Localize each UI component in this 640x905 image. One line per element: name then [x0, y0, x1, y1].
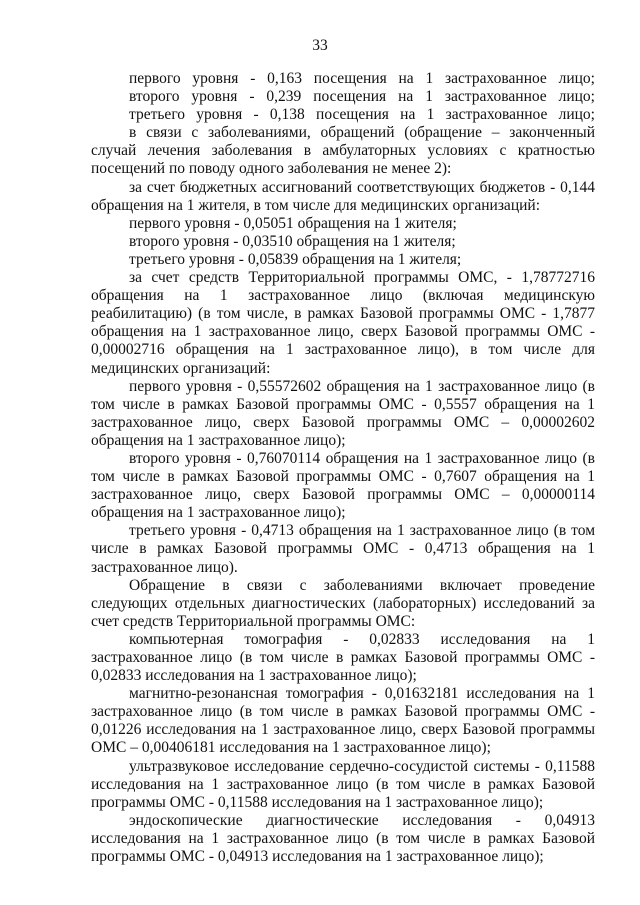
paragraph: компьютерная томография - 0,02833 исследования на 1 застрахованное лицо (в том числе в рамках Базовой программы ОМС - 0,02833 исследования на 1 застрахованное лицо);	[91, 630, 595, 685]
paragraph: третьего уровня - 0,138 посещения на 1 застрахованное лицо;	[129, 106, 595, 124]
paragraph: третьего уровня - 0,4713 обращения на 1 застрахованное лицо (в том числе в рамках Базовой программы ОМС - 0,4713 обращения на 1 застрахованное лицо).	[91, 522, 595, 576]
document-body	[91, 70, 595, 866]
paragraph: первого уровня - 0,05051 обращения на 1 жителя;	[129, 214, 457, 232]
paragraph: за счет бюджетных ассигнований соответствующих бюджетов - 0,144 обращения на 1 жителя, в том числе для медицинских организаций:	[91, 178, 595, 214]
paragraph: первого уровня - 0,55572602 обращения на 1 застрахованное лицо (в том числе в рамках Базовой программы ОМС - 0,5557 обращения на 1 застрахованное лицо, сверх Базовой программы ОМС – 0,00002602 обращения на 1 застрахованное лицо);	[91, 377, 595, 449]
paragraph: второго уровня - 0,03510 обращения на 1 жителя;	[129, 232, 456, 250]
paragraph: третьего уровня - 0,05839 обращения на 1 жителя;	[129, 250, 462, 268]
paragraph: за счет средств Территориальной программы ОМС, - 1,78772716 обращения на 1 застрахованное лицо (включая медицинскую реабилитацию) (в том числе, в рамках Базовой программы ОМС - 1,7877 обращения на 1 застрахованное лицо, сверх Базовой программы ОМС - 0,00002716 обращения на 1 застрахованное лицо), в том числе для медицинских организаций:	[91, 269, 595, 377]
page-number: 33	[312, 37, 328, 54]
paragraph: магнитно-резонансная томография - 0,01632181 исследования на 1 застрахованное лицо (в том числе в рамках Базовой программы ОМС - 0,01226 исследования на 1 застрахованное лицо, сверх Базовой программы ОМС – 0,00406181 исследования на 1 застрахованное лицо);	[91, 685, 595, 757]
paragraph: в связи с заболеваниями, обращений (обращение – законченный случай лечения заболевания в амбулаторных условиях с кратностью посещений по поводу одного заболевания не менее 2):	[91, 124, 595, 178]
paragraph: ультразвуковое исследование сердечно-сосудистой системы - 0,11588 исследования на 1 застрахованное лицо (в том числе в рамках Базовой программы ОМС - 0,11588 исследования на 1 застрахованное лицо);	[91, 757, 595, 811]
paragraph: Обращение в связи с заболеваниями включает проведение следующих отдельных диагностических (лабораторных) исследований за счет средств Территориальной программы ОМС:	[91, 576, 595, 630]
paragraph: второго уровня - 0,76070114 обращения на 1 застрахованное лицо (в том числе в рамках Базовой программы ОМС - 0,7607 обращения на 1 застрахованное лицо, сверх Базовой программы ОМС – 0,00000114 обращения на 1 застрахованное лицо);	[91, 449, 595, 522]
paragraph: первого уровня - 0,163 посещения на 1 застрахованное лицо;	[129, 70, 595, 87]
paragraph: эндоскопические диагностические исследования - 0,04913 исследования на 1 застрахованное лицо (в том числе в рамках Базовой программы ОМС - 0,04913 исследования на 1 застрахованное лицо);	[91, 811, 595, 866]
paragraph: второго уровня - 0,239 посещения на 1 застрахованное лицо;	[129, 88, 595, 106]
